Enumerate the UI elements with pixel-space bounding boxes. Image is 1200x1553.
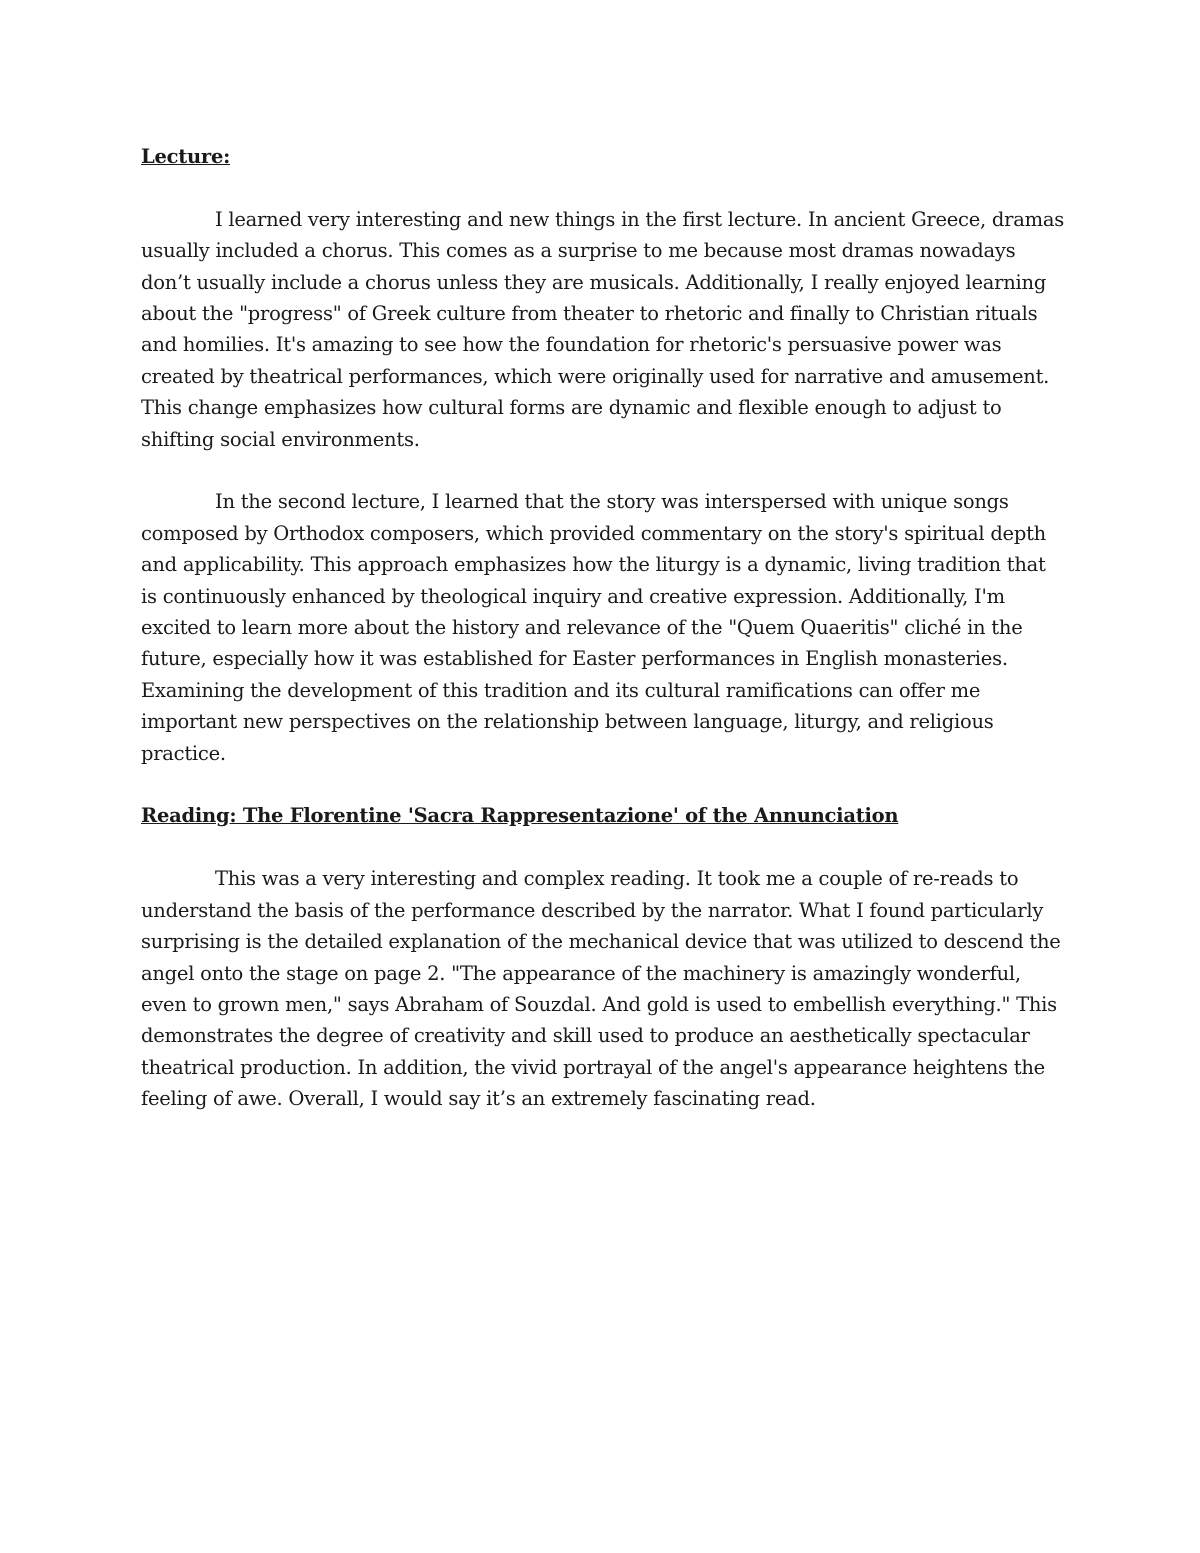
reading-paragraph-1: This was a very interesting and complex reading. It took me a couple of re-reads to understand the basis of the performance described by the narrator. What I found particularly surprising is the detailed explanation of the mechanical device that was utilized to descend the angel onto the stage on page 2. "The appearance of the machinery is amazingly wonderful, even to grown men," says Abraham of Souzdal. And gold is used to embellish everything." This demonstrates the degree of creativity and skill used to produce an aesthetically spectacular theatrical production. In addition, the vivid portrayal of the angel's appearance heightens the feeling of awe. Overall, I would say it’s an extremely fascinating read. [141, 867, 1061, 1111]
spacer [141, 832, 1066, 863]
document-body [141, 141, 1066, 1115]
spacer [141, 172, 1066, 203]
spacer [141, 769, 1066, 800]
section-heading-reading: Reading: The Florentine 'Sacra Rappresentazione' of the Annunciation [141, 804, 899, 828]
spacer [141, 455, 1066, 486]
lecture-paragraph-1: I learned very interesting and new things in the first lecture. In ancient Greece, dramas usually included a chorus. This comes as a surprise to me because most dramas nowadays don’t usually include a chorus unless they are musicals. Additionally, I really enjoyed learning about the "progress" of Greek culture from theater to rhetoric and finally to Christian rituals and homilies. It's amazing to see how the foundation for rhetoric's persuasive power was created by theatrical performances, which were originally used for narrative and amusement. This change emphasizes how cultural forms are dynamic and flexible enough to adjust to shifting social environments. [141, 207, 1064, 451]
section-heading-lecture: Lecture: [141, 145, 231, 168]
lecture-paragraph-2: In the second lecture, I learned that the story was interspersed with unique songs composed by Orthodox composers, which provided commentary on the story's spiritual depth and applicability. This approach emphasizes how the liturgy is a dynamic, living tradition that is continuously enhanced by theological inquiry and creative expression. Additionally, I'm excited to learn more about the history and relevance of the "Quem Quaeritis" cliché in the future, especially how it was established for Easter performances in English monasteries. Examining the development of this tradition and its cultural ramifications can offer me important new perspectives on the relationship between language, liturgy, and religious practice. [141, 490, 1046, 765]
